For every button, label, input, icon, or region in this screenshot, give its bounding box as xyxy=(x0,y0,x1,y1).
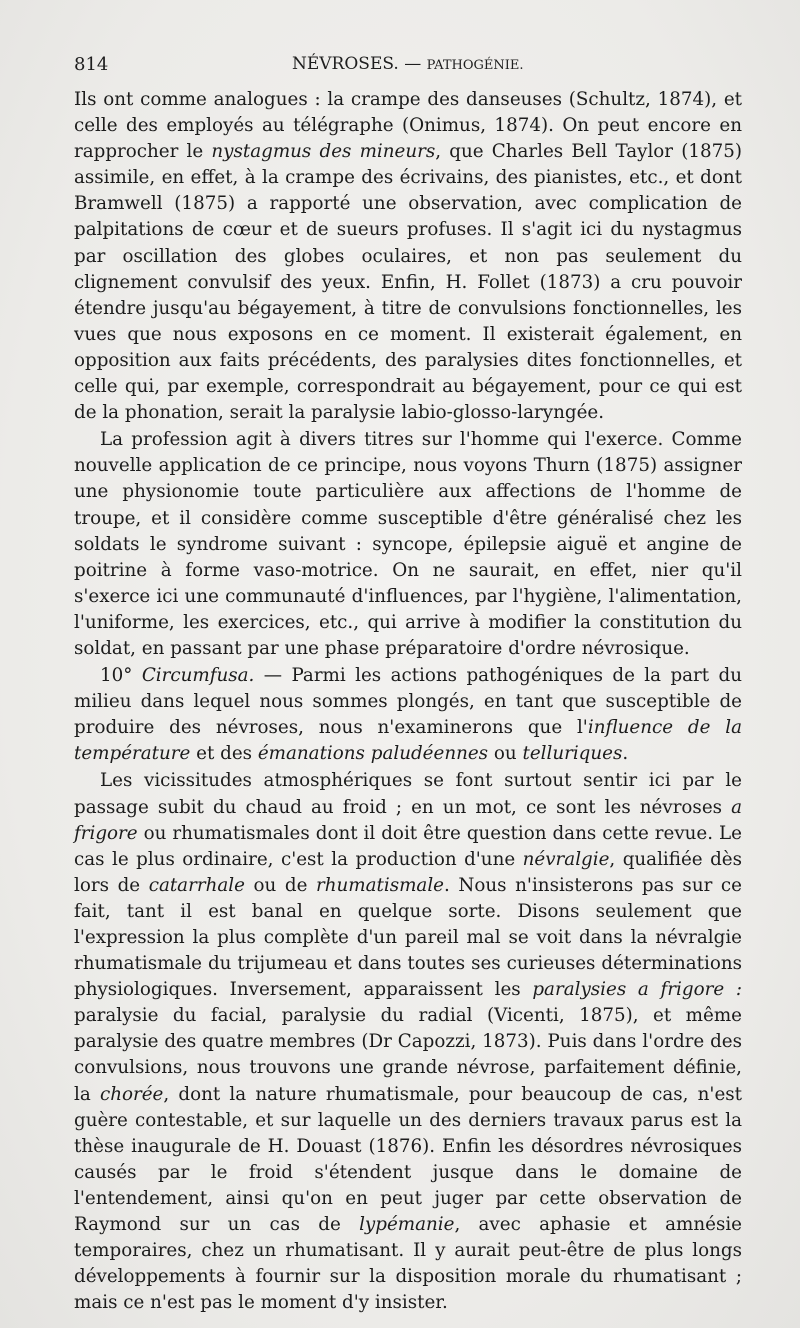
text-run: La profession agit à divers titres sur l'homme qui l'exerce. Comme nouvelle application de ce principe, nous voyons Thurn (1875) assigner une physionomie toute particulière aux affections de l'homme de troupe, et il considère comme susceptible d'être généralisé chez les soldats le syndrome suivant : syncope, épilepsie aiguë et angine de poitrine à forme vaso-motrice. On ne saurait, en effet, nier qu'il s'exerce ici une communauté d'influences, par l'hygiène, l'alimentation, l'uniforme, les exercices, etc., qui arrive à modifier la constitution du soldat, en passant par une phase préparatoire d'ordre névrosique. xyxy=(74,429,742,659)
text-run: , qualifiée dès lors de xyxy=(74,848,742,896)
text-run: . Nous n'insisterons pas sur ce fait, tant il est banal en quelque sorte. Disons seulement que l'expression la plus complète d'un pareil mal se voit dans la névralgie rhumatismale du trijumeau et dans toutes ses curieuses déterminations physiologiques. Inversement, apparaissent les xyxy=(74,874,742,1001)
text-run: , avec aphasie et amnésie temporaires, chez un rhumatisant. Il y aurait peut-être de plus longs développements à fournir sur la disposition morale du rhumatisant ; mais ce n'est pas le moment d'y insister. xyxy=(74,1214,742,1314)
section-title: Circumfusa. xyxy=(141,665,255,687)
text-run: paralysie du facial, paralysie du radial (Vicenti, 1875), et même paralysie des quatre membres (Dr Capozzi, 1873). Puis dans l'ordre des convulsions, nous trouvons une grande névrose, parfaitement définie, la xyxy=(74,1005,742,1105)
text-run: et des xyxy=(190,743,258,765)
italic-term: lypémanie xyxy=(359,1214,455,1236)
italic-term: chorée xyxy=(99,1083,164,1105)
section-number: 10° xyxy=(100,665,133,687)
italic-term: rhumatismale xyxy=(316,874,444,896)
italic-term: paralysies a frigore : xyxy=(532,979,742,1001)
running-head-title: NÉVROSES. — xyxy=(292,54,422,74)
text-run: Ils ont comme analogues : la crampe des danseuses (Schultz, 1874), et celle des employés au télégraphe (Onimus, 1874). On peut encore en rapprocher le xyxy=(74,89,742,163)
text-run: ou rhumatismales dont il doit être question dans cette revue. Le cas le plus ordinaire, c'est la production d'une xyxy=(74,822,742,870)
page-number: 814 xyxy=(74,54,109,75)
page-header xyxy=(74,52,742,78)
italic-term: catarrhale xyxy=(148,874,245,896)
running-head xyxy=(292,54,524,74)
text-run: . xyxy=(622,743,629,765)
italic-term: névralgie xyxy=(522,848,610,870)
paragraph-4 xyxy=(74,768,742,1316)
italic-term: nystagmus des mineurs xyxy=(211,141,436,163)
paragraph-1 xyxy=(74,87,742,426)
text-run: , que Charles Bell Taylor (1875) assimile, en effet, à la crampe des écrivains, des pianistes, etc., et dont Bramwell (1875) a rapporté une observation, avec complication de palpitations de cœur et de sueurs profuses. Il s'agit ici du nystagmus par oscillation des globes oculaires, et non pas seulement du clignement convulsif des yeux. Enfin, H. Follet (1873) a cru pouvoir étendre jusqu'au bégayement, à titre de convulsions fonctionnelles, les vues que nous exposons en ce moment. Il existerait également, en opposition aux faits précédents, des paralysies dites fonctionnelles, et celle qui, par exemple, correspondrait au bégayement, pour ce qui est de la phonation, serait la paralysie labio-glosso-laryngée. xyxy=(74,141,743,424)
text-run: , dont la nature rhumatismale, pour beaucoup de cas, n'est guère contestable, et sur laquelle un des derniers travaux parus est la thèse inaugurale de H. Douast (1876). Enfin les désordres névrosiques causés par le froid s'étendent jusque dans le domaine de l'entendement, ainsi qu'on en peut juger par cette observation de Raymond sur un cas de xyxy=(74,1083,742,1236)
running-head-subtitle: PATHOGÉNIE. xyxy=(426,58,524,73)
italic-term: a frigore xyxy=(74,796,742,844)
text-run: ou de xyxy=(244,874,316,896)
paragraph-3-circumfusa xyxy=(74,663,742,767)
italic-term: influence de la température xyxy=(74,717,742,765)
text-run: ou xyxy=(488,743,523,765)
text-run: — Parmi les actions pathogéniques de la part du milieu dans lequel nous sommes plongés, en tant que susceptible de produire des névroses, nous n'examinerons que l' xyxy=(74,665,743,739)
italic-term: émanations paludéennes xyxy=(257,743,489,765)
body-text xyxy=(74,87,742,1316)
paragraph-2 xyxy=(74,427,742,662)
italic-term: telluriques xyxy=(522,743,623,765)
text-run: Les vicissitudes atmosphériques se font surtout sentir ici par le passage subit du chaud au froid ; en un mot, ce sont les névroses xyxy=(74,770,742,818)
